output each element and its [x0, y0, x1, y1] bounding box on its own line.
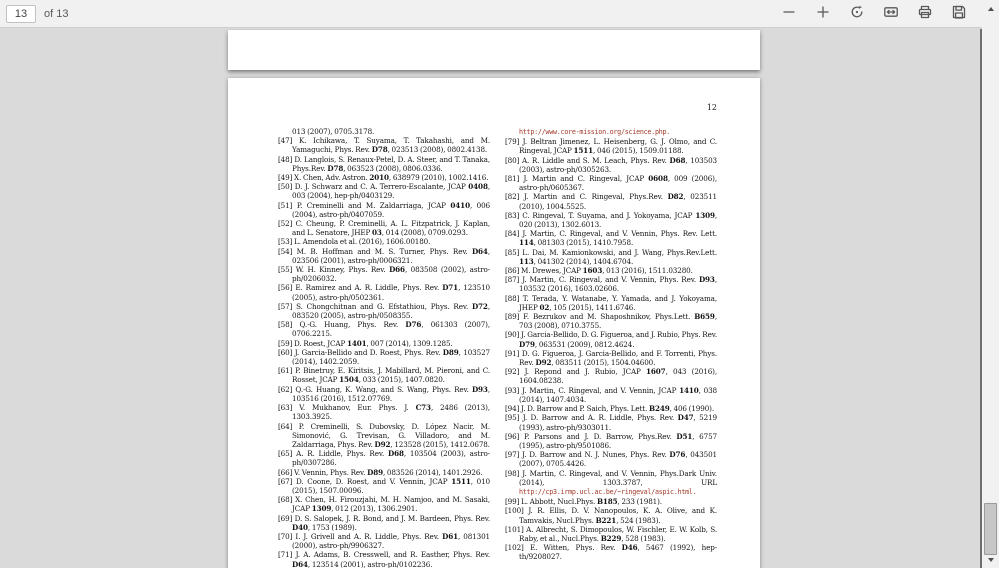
- page-count-label: of 13: [44, 7, 69, 20]
- reference-label: [62]: [278, 384, 296, 394]
- reference-link[interactable]: http://www.core-mission.org/science.php.: [519, 128, 671, 136]
- reference-entry: [63] V. Mukhanov, Eur. Phys. J. C73, 2486 (2013), 1303.3925.: [278, 403, 490, 422]
- reference-label: [52]: [278, 219, 296, 229]
- reference-entry: [59] D. Roest, JCAP 1401, 007 (2014), 1309.1285.: [278, 338, 453, 348]
- zoom-in-button[interactable]: [810, 3, 836, 25]
- reference-label: [85]: [505, 247, 523, 257]
- reference-entry: [49] X. Chen, Adv. Astron. 2010, 638979 (2010), 1002.1416.: [278, 173, 489, 183]
- minus-icon: [781, 4, 797, 23]
- reference-label: [79]: [505, 137, 523, 147]
- reference-entry: [51] P. Creminelli and M. Zaldarriaga, JCAP 0410, 006 (2004), astro-ph/0407059.: [278, 200, 491, 219]
- rotate-button[interactable]: [844, 3, 870, 25]
- reference-label: [101]: [505, 524, 527, 534]
- references-section: [278, 127, 717, 568]
- reference-label: [60]: [278, 347, 295, 357]
- reference-entry: [66] V. Vennin, Phys. Rev. D89, 083526 (2014), 1401.2926.: [278, 467, 483, 477]
- reference-entry: [101] A. Albrecht, S. Dimopoulos, W. Fischler, E. W. Kolb, S. Raby, et al., Nucl.Phys. B229, 528 (1983).: [505, 524, 717, 543]
- reference-label: [102]: [505, 543, 530, 553]
- reference-entry: [70] I. J. Grivell and A. R. Liddle, Phys. Rev. D61, 081301 (2000), astro-ph/9906327.: [278, 531, 490, 551]
- reference-entry: [83] C. Ringeval, T. Suyama, and J. Yokoyama, JCAP 1309, 020 (2013), 1302.6013.: [505, 210, 718, 230]
- reference-label: [97]: [505, 450, 523, 460]
- reference-entry: [53] L. Amendola et al. (2016), 1606.00180.: [278, 237, 431, 247]
- reference-entry: [99] L. Abbott, Nucl.Phys. B185, 233 (1981).: [505, 497, 662, 507]
- reference-label: [99]: [505, 497, 522, 507]
- reference-entry: [67] D. Coone, D. Roest, and V. Vennin, JCAP 1511, 010 (2015), 1507.00096.: [278, 476, 490, 495]
- reference-entry: [48] D. Langlois, S. Renaux-Petel, D. A. Steer, and T. Tanaka, Phys.Rev. D78, 063523 (2008), 0806.0336.: [278, 154, 490, 173]
- reference-entry: [88] T. Terada, Y. Watanabe, Y. Yamada, and J. Yokoyama, JHEP 02, 105 (2015), 1411.6746.: [505, 293, 717, 312]
- reference-label: [67]: [278, 476, 297, 486]
- reference-entry: [52] C. Cheung, P. Creminelli, A. L. Fitzpatrick, J. Kaplan, and L. Senatore, JHEP 03, 014 (2008), 0709.0293.: [278, 219, 490, 238]
- scroll-down-icon: [988, 558, 994, 562]
- scroll-up-icon: [988, 7, 994, 11]
- current-page-sheet: [228, 78, 760, 568]
- plus-icon: [815, 4, 831, 23]
- reference-entry: [85] L. Dai, M. Kamionkowski, and J. Wang, Phys.Rev.Lett. 113, 041302 (2014), 1404.6704.: [505, 247, 717, 266]
- reference-label: [82]: [505, 192, 524, 202]
- reference-entry: [95] J. D. Barrow and A. R. Liddle, Phys. Rev. D47, 5219 (1993), astro-ph/9303011.: [505, 413, 717, 432]
- print-button[interactable]: [912, 3, 938, 25]
- reference-entry: [86] M. Drewes, JCAP 1603, 013 (2016), 1511.03280.: [505, 266, 693, 276]
- scrollbar[interactable]: [982, 0, 999, 568]
- previous-page-sheet: [228, 30, 760, 70]
- reference-label: [65]: [278, 449, 297, 459]
- reference-label: [98]: [505, 468, 523, 478]
- reference-label: [92]: [505, 367, 525, 377]
- reference-label: [81]: [505, 174, 524, 184]
- reference-entry: [50] D. J. Schwarz and C. A. Terrero-Escalante, JCAP 0408, 003 (2004), hep-ph/0403129.: [278, 182, 490, 201]
- reference-label: [50]: [278, 182, 295, 192]
- page-number-input[interactable]: [6, 5, 36, 23]
- reference-entry: [68] X. Chen, H. Firouzjahi, M. H. Namjoo, and M. Sasaki, JCAP 1309, 012 (2013), 1306.2901.: [278, 495, 490, 514]
- reference-entry: [61] P. Binetruy, E. Kiritsis, J. Mabillard, M. Pieroni, and C. Rosset, JCAP 1504, 033 (2015), 1407.0820.: [278, 366, 490, 385]
- reference-entry: [84] J. Martin, C. Ringeval, and V. Vennin, Phys. Rev. Lett. 114, 081303 (2015), 1410.7958.: [505, 229, 718, 248]
- reference-entry: [98] J. Martin, C. Ringeval, and V. Vennin, Phys.Dark Univ. (2014), 1303.3787, URL http://cp3.irmp.ucl.ac.be/~ringeval/aspic.html.: [505, 468, 717, 496]
- reference-entry: [102] E. Witten, Phys. Rev. D46, 5467 (1992), hep-th/9208027.: [505, 543, 717, 562]
- reference-label: [87]: [505, 275, 523, 285]
- reference-label: [64]: [278, 421, 299, 431]
- reference-label: [93]: [505, 385, 523, 395]
- reference-entry: [96] P. Parsons and J. D. Barrow, Phys.Rev. D51, 6757 (1995), astro-ph/9501086.: [505, 431, 717, 450]
- reference-entry: [79] J. Beltran Jimenez, L. Heisenberg, G. J. Olmo, and C. Ringeval, JCAP 1511, 046 (2015), 1509.01188.: [505, 137, 717, 156]
- reference-entry: 013 (2007), 0705.3178.: [292, 127, 375, 136]
- reference-entry: [97] J. D. Barrow and N. J. Nunes, Phys. Rev. D76, 043501 (2007), 0705.4426.: [505, 450, 717, 469]
- reference-label: [47]: [278, 136, 300, 146]
- reference-entry: [87] J. Martin, C. Ringeval, and V. Vennin, Phys. Rev. D93, 103532 (2016), 1603.02606.: [505, 275, 717, 294]
- reference-entry: [81] J. Martin and C. Ringeval, JCAP 0608, 009 (2006), astro-ph/0605367.: [505, 174, 717, 193]
- reference-entry: [56] E. Ramirez and A. R. Liddle, Phys. Rev. D71, 123510 (2005), astro-ph/0502361.: [278, 283, 490, 302]
- reference-label: [90]: [505, 330, 522, 340]
- reference-entry: [62] Q.-G. Huang, K. Wang, and S. Wang, Phys. Rev. D93, 103516 (2016), 1512.07769.: [278, 384, 490, 403]
- reference-label: [70]: [278, 531, 296, 541]
- reference-entry: [58] Q.-G. Huang, Phys. Rev. D76, 061303 (2007), 0706.2215.: [278, 320, 491, 339]
- save-icon: [951, 4, 967, 23]
- reference-label: [59]: [278, 338, 295, 348]
- print-icon: [917, 4, 933, 23]
- reference-entry: [64] P. Creminelli, S. Dubovsky, D. López Nacir, M. Simonović, G. Trevisan, G. Villadoro, and M. Zaldarriaga, Phys. Rev. D92, 123528 (2015), 1412.0678.: [278, 421, 490, 449]
- reference-label: [94]: [505, 404, 522, 414]
- reference-entry: [505, 127, 717, 137]
- reference-label: [91]: [505, 348, 522, 358]
- reference-label: [61]: [278, 366, 296, 376]
- reference-label: [63]: [278, 403, 300, 413]
- reference-label: [84]: [505, 229, 523, 239]
- reference-entry: [54] M. B. Hoffman and M. S. Turner, Phys. Rev. D64, 023506 (2001), astro-ph/0006321.: [278, 246, 490, 265]
- reference-entry: [100] J. R. Ellis, D. V. Nanopoulos, K. A. Olive, and K. Tamvakis, Nucl.Phys. B221, 524 (1983).: [505, 506, 717, 525]
- reference-entry: [82] J. Martin and C. Ringeval, Phys.Rev. D82, 023511 (2010), 1004.5525.: [505, 192, 718, 211]
- zoom-out-button[interactable]: [776, 3, 802, 25]
- reference-label: [68]: [278, 495, 296, 505]
- rotate-icon: [849, 4, 865, 23]
- reference-entry: [94] J. D. Barrow and P. Saich, Phys. Lett. B249, 406 (1990).: [505, 404, 714, 414]
- reference-label: [89]: [505, 312, 524, 322]
- reference-label: [53]: [278, 237, 295, 247]
- reference-label: [88]: [505, 293, 523, 303]
- reference-entry: [55] W. H. Kinney, Phys. Rev. D66, 083508 (2002), astro-ph/0206032.: [278, 265, 491, 284]
- reference-entry: [60] J. Garcia-Bellido and D. Roest, Phys. Rev. D89, 103527 (2014), 1402.2059.: [278, 347, 490, 367]
- fit-width-icon: [883, 4, 899, 23]
- reference-entry: [65] A. R. Liddle, Phys. Rev. D68, 103504 (2003), astro-ph/0307286.: [278, 449, 490, 468]
- reference-entry: [80] A. R. Liddle and S. M. Leach, Phys. Rev. D68, 103503 (2003), astro-ph/0305263.: [505, 155, 717, 174]
- reference-entry: [89] F. Bezrukov and M. Shaposhnikov, Phys.Lett. B659, 703 (2008), 0710.3755.: [505, 312, 717, 331]
- reference-label: [56]: [278, 283, 296, 293]
- reference-link[interactable]: http://cp3.irmp.ucl.ac.be/~ringeval/aspic.html.: [519, 487, 697, 496]
- reference-entry: [47] K. Ichikawa, T. Suyama, T. Takahashi, and M. Yamaguchi, Phys. Rev. D78, 023513 (2008), 0802.4138.: [278, 136, 490, 155]
- printed-page-number: 12: [706, 103, 717, 112]
- fit-width-button[interactable]: [878, 3, 904, 25]
- references-column-right: [505, 127, 717, 568]
- reference-label: [66]: [278, 467, 295, 477]
- reference-label: [80]: [505, 155, 522, 165]
- reference-label: [100]: [505, 506, 529, 516]
- reference-label: [96]: [505, 431, 524, 441]
- reference-label: [55]: [278, 265, 296, 275]
- pdf-canvas: [0, 29, 982, 568]
- save-button[interactable]: [946, 3, 972, 25]
- reference-label: [95]: [505, 413, 523, 423]
- scroll-up-button[interactable]: [982, 1, 999, 16]
- reference-entry: [90] J. Garcia-Bellido, D. G. Figueroa, and J. Rubio, Phys. Rev. D79, 063531 (2009), 0812.4624.: [505, 330, 717, 349]
- reference-label: [57]: [278, 301, 297, 311]
- reference-entry: [71] J. A. Adams, B. Cresswell, and R. Easther, Phys. Rev. D64, 123514 (2001), astro-ph/0102236.: [278, 550, 490, 568]
- reference-entry: [69] D. S. Salopek, J. R. Bond, and J. M. Bardeen, Phys. Rev. D40, 1753 (1989).: [278, 513, 490, 532]
- reference-label: [48]: [278, 154, 295, 164]
- reference-label: [86]: [505, 266, 522, 276]
- scroll-down-button[interactable]: [982, 552, 999, 567]
- reference-label: [71]: [278, 550, 296, 560]
- reference-entry: [92] J. Repond and J. Rubio, JCAP 1607, 043 (2016), 1604.08238.: [505, 367, 717, 386]
- reference-label: [58]: [278, 320, 300, 330]
- reference-entry: [91] D. G. Figueroa, J. Garcia-Bellido, and F. Torrenti, Phys. Rev. D92, 083511 (2015), 1504.04600.: [505, 348, 717, 368]
- reference-entry: [57] S. Chongchitnan and G. Efstathiou, Phys. Rev. D72, 083520 (2005), astro-ph/0508355.: [278, 301, 490, 321]
- references-column-left: [278, 127, 490, 568]
- reference-label: [83]: [505, 210, 523, 220]
- reference-label: [51]: [278, 200, 297, 210]
- scroll-thumb[interactable]: [984, 503, 997, 555]
- reference-label: [54]: [278, 246, 297, 256]
- pdf-toolbar: [0, 0, 982, 28]
- reference-label: [69]: [278, 513, 295, 523]
- reference-entry: [93] J. Martin, C. Ringeval, and V. Vennin, JCAP 1410, 038 (2014), 1407.4034.: [505, 385, 717, 404]
- reference-label: [49]: [278, 173, 295, 183]
